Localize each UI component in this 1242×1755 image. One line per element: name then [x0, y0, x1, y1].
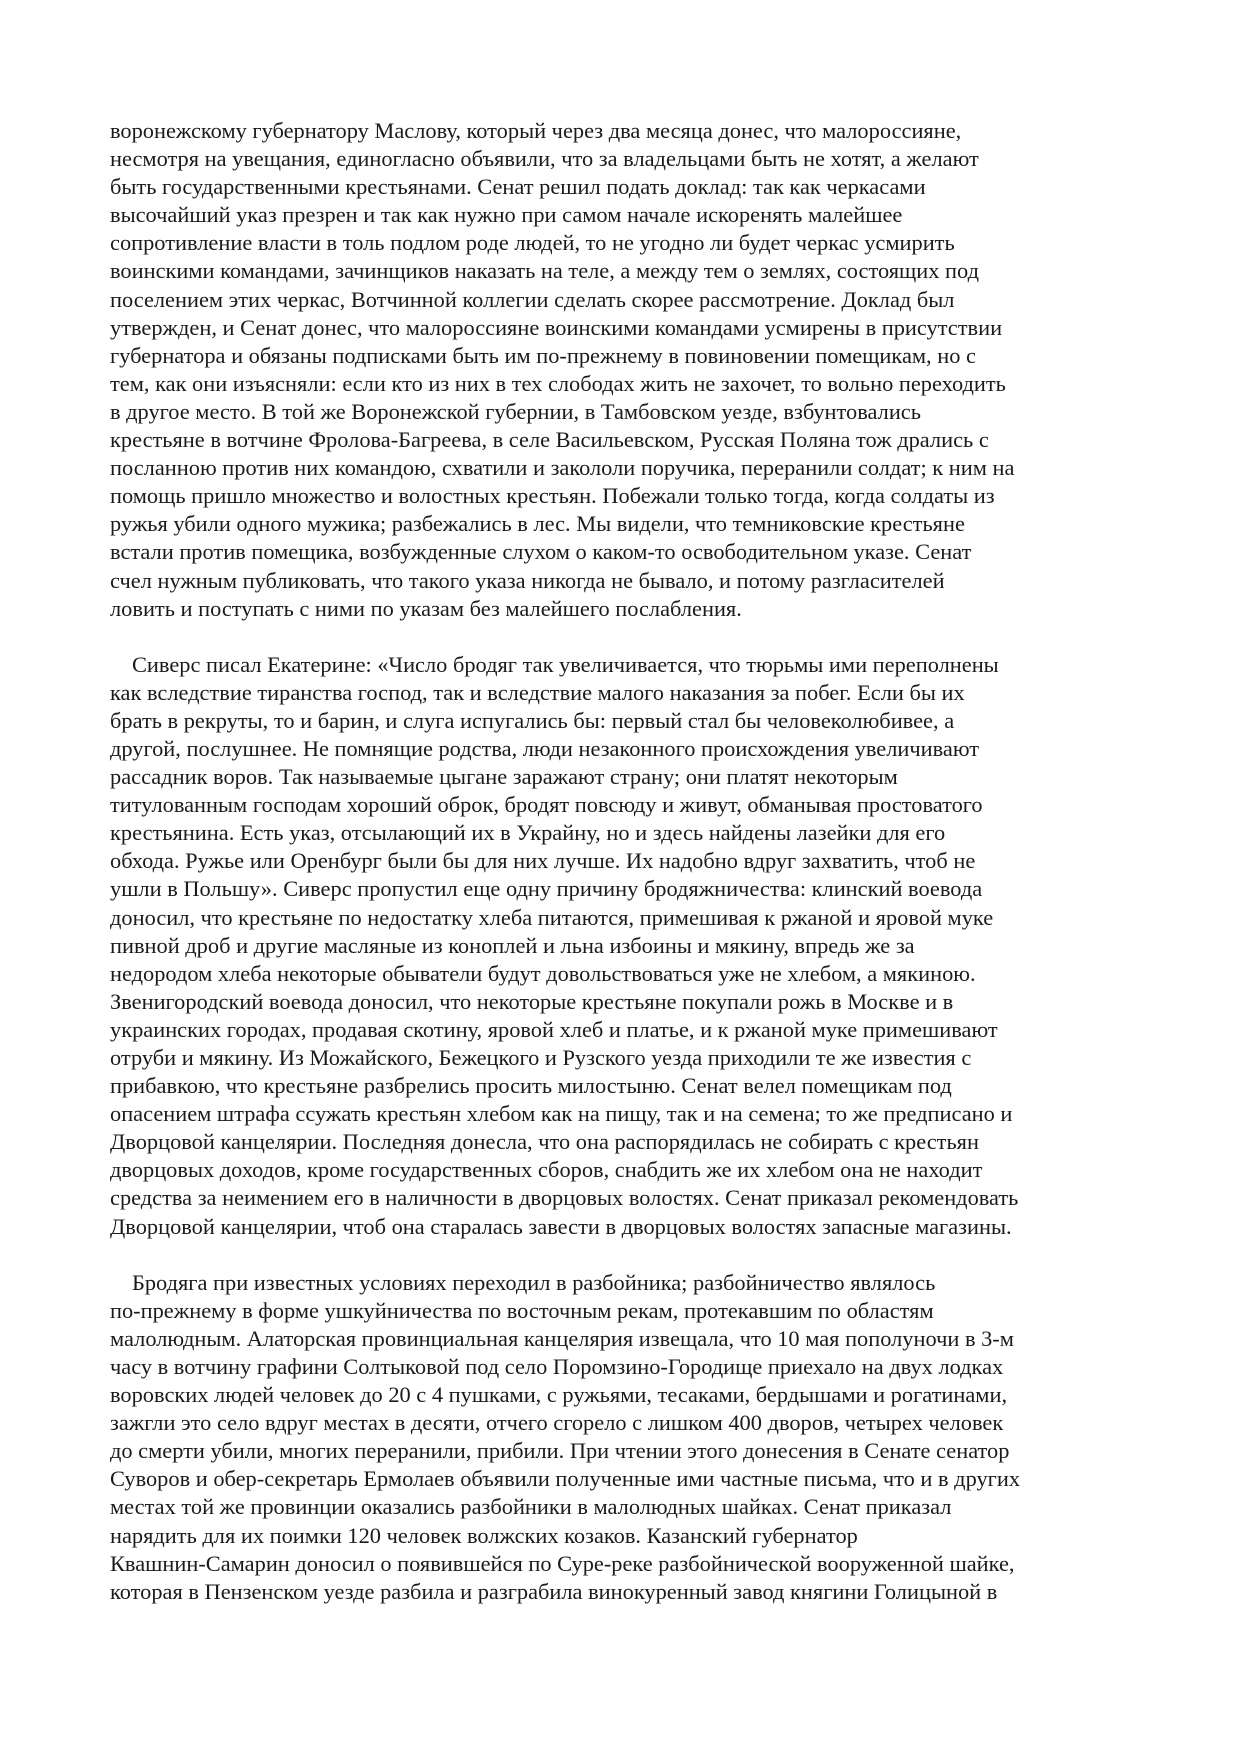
text-line: несмотря на увещания, единогласно объявили, что за владельцами быть не хотят, а желают	[110, 146, 979, 172]
text-line: прибавкою, что крестьяне разбрелись просить милостыню. Сенат велел помещикам под	[110, 1073, 952, 1099]
text-line: воровских людей человек до 20 с 4 пушками, с ружьями, тесаками, бердышами и рогатинами,	[110, 1382, 1008, 1408]
text-line: помощь пришло множество и волостных крестьян. Побежали только тогда, когда солдаты из	[110, 483, 995, 509]
text-line: воинскими командами, зачинщиков наказать на теле, а между тем о землях, состоящих под	[110, 258, 979, 284]
text-line: другой, послушнее. Не помнящие родства, люди незаконного происхождения увеличивают	[110, 735, 980, 761]
text-line: недородом хлеба некоторые обыватели будут довольствоваться уже не хлебом, а мякиною.	[110, 960, 976, 986]
paragraph-2	[110, 651, 1146, 1241]
text-line: крестьяне в вотчине Фролова-Багреева, в селе Васильевском, Русская Поляна тож дрались с	[110, 427, 989, 453]
text-line: тем, как они изъясняли: если кто из них в тех слободах жить не захочет, то вольно переходить	[110, 370, 1006, 396]
text-line: ружья убили одного мужика; разбежались в лес. Мы видели, что темниковские крестьяне	[110, 511, 965, 537]
text-line: ловить и поступать с ними по указам без малейшего послабления.	[110, 595, 742, 621]
text-line: средства за неимением его в наличности в дворцовых волостях. Сенат приказал рекомендовать	[110, 1185, 1019, 1211]
paragraph-1	[110, 117, 1146, 623]
text-line: Дворцовой канцелярии, чтоб она старалась завести в дворцовых волостях запасные магазины.	[110, 1213, 1012, 1239]
text-line: как вследствие тиранства господ, так и вследствие малого наказания за побег. Если бы их	[110, 679, 965, 705]
text-line: до смерти убили, многих переранили, прибили. При чтении этого донесения в Сенате сенатор	[110, 1438, 1010, 1464]
text-line: посланною против них командою, схватили и закололи поручика, переранили солдат; к ним на	[110, 455, 1015, 481]
text-line: дворцовых доходов, кроме государственных сборов, снабдить же их хлебом она не находит	[110, 1157, 983, 1183]
text-line: Звенигородский воевода доносил, что некоторые крестьяне покупали рожь в Москве и в	[110, 988, 954, 1014]
paragraph-3	[110, 1269, 1146, 1606]
text-line: Сиверс писал Екатерине: «Число бродяг так увеличивается, что тюрьмы ими переполнены	[132, 651, 999, 677]
text-line: доносил, что крестьяне по недостатку хлеба питаются, примешивая к ржаной и яровой муке	[110, 904, 994, 930]
text-line: Суворов и обер-секретарь Ермолаев объявили полученные ими частные письма, что и в других	[110, 1466, 1021, 1492]
text-line: встали против помещика, возбужденные слухом о каком-то освободительном указе. Сенат	[110, 539, 972, 565]
text-line: украинских городах, продавая скотину, яровой хлеб и платье, и к ржаной муке примешивают	[110, 1016, 998, 1042]
text-line: которая в Пензенском уезде разбила и разграбила винокуренный завод княгини Голицыной в	[110, 1578, 998, 1604]
text-line: брать в рекруты, то и барин, и слуга испугались бы: первый стал бы человеколюбивее, а	[110, 707, 955, 733]
text-line: рассадник воров. Так называемые цыгане заражают страну; они платят некоторым	[110, 764, 898, 790]
text-line: сопротивление власти в толь подлом роде людей, то не угодно ли будет черкас усмирить	[110, 230, 955, 256]
text-line: Квашнин-Самарин доносил о появившейся по Суре-реке разбойнической вооруженной шайке,	[110, 1550, 1015, 1576]
document-page	[110, 117, 1146, 1606]
text-line: поселением этих черкас, Вотчинной коллегии сделать скорее рассмотрение. Доклад был	[110, 286, 955, 312]
text-line: утвержден, и Сенат донес, что малороссияне воинскими командами усмирены в присутствии	[110, 314, 1003, 340]
text-line: опасением штрафа ссужать крестьян хлебом как на пищу, так и на семена; то же предписано и	[110, 1101, 1013, 1127]
text-line: пивной дроб и другие масляные из коноплей и льна избоины и мякину, впредь же за	[110, 932, 915, 958]
text-line: губернатора и обязаны подписками быть им по-прежнему в повиновении помещикам, но с	[110, 342, 976, 368]
text-line: малолюдным. Алаторская провинциальная канцелярия извещала, что 10 мая пополуночи в 3-м	[110, 1325, 1014, 1351]
text-line: счел нужным публиковать, что такого указа никогда не бывало, и потому разгласителей	[110, 567, 945, 593]
text-line: обхода. Ружье или Оренбург были бы для них лучше. Их надобно вдруг захватить, чтоб не	[110, 848, 976, 874]
text-line: по-прежнему в форме ушкуйничества по восточным рекам, протекавшим по областям	[110, 1297, 934, 1323]
text-line: местах той же провинции оказались разбойники в малолюдных шайках. Сенат приказал	[110, 1494, 952, 1520]
text-line: в другое место. В той же Воронежской губернии, в Тамбовском уезде, взбунтовались	[110, 398, 921, 424]
text-line: зажгли это село вдруг местах в десяти, отчего сгорело с лишком 400 дворов, четырех человек	[110, 1410, 1004, 1436]
text-line: крестьянина. Есть указ, отсылающий их в Украйну, но и здесь найдены лазейки для его	[110, 820, 946, 846]
text-line: нарядить для их поимки 120 человек волжских козаков. Казанский губернатор	[110, 1522, 858, 1548]
text-line: отруби и мякину. Из Можайского, Бежецкого и Рузского уезда приходили те же известия с	[110, 1045, 972, 1070]
text-line: часу в вотчину графини Солтыковой под село Поромзино-Городище приехало на двух лодках	[110, 1353, 1004, 1379]
text-line: быть государственными крестьянами. Сенат решил подать доклад: так как черкасами	[110, 174, 926, 200]
text-line: воронежскому губернатору Маслову, который через два месяца донес, что малороссияне,	[110, 118, 962, 143]
text-line: Дворцовой канцелярии. Последняя донесла, что она распорядилась не собирать с крестьян	[110, 1129, 979, 1155]
text-line: Бродяга при известных условиях переходил в разбойника; разбойничество являлось	[132, 1269, 936, 1295]
text-line: титулованным господам хороший оброк, бродят повсюду и живут, обманывая простоватого	[110, 792, 983, 818]
text-line: высочайший указ презрен и так как нужно при самом начале искоренять малейшее	[110, 202, 903, 228]
text-line: ушли в Польшу». Сиверс пропустил еще одну причину бродяжничества: клинский воевода	[110, 876, 983, 902]
